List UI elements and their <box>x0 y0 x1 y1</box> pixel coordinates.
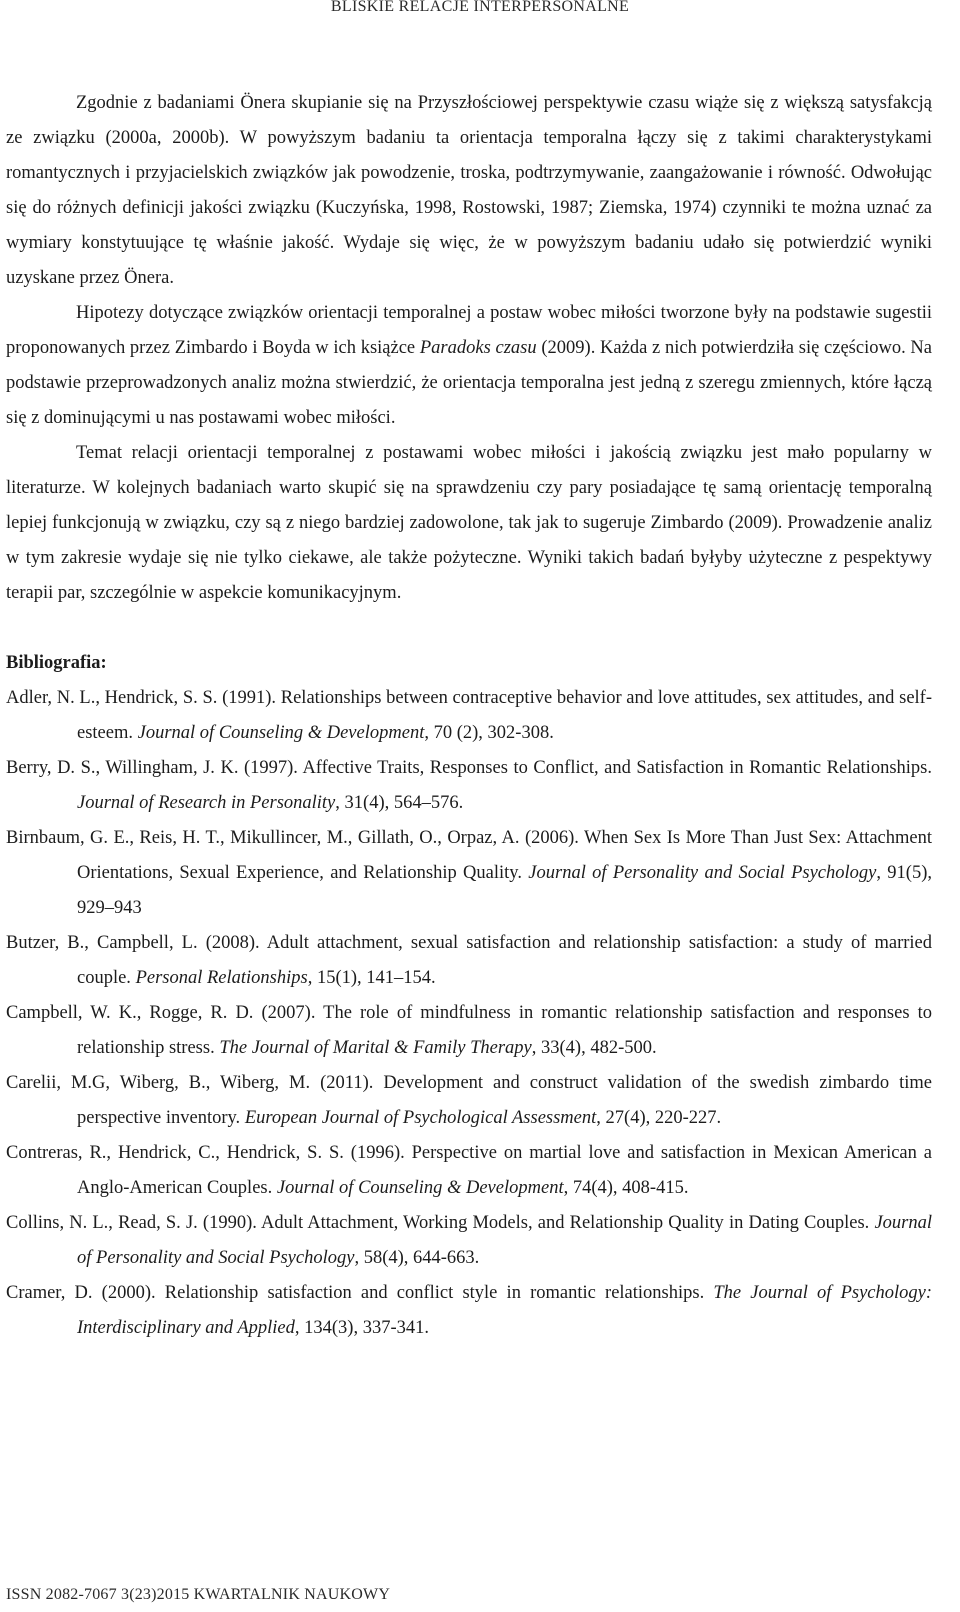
bibliography-heading: Bibliografia: <box>6 653 107 673</box>
running-header: BLISKIE RELACJE INTERPERSONALNE <box>330 0 630 15</box>
bibliography-entry: Campbell, W. K., Rogge, R. D. (2007). The role of mindfulness in romantic relationship satisfaction and responses to relationship stress. The Journal of Marital & Family Therapy, 33(4), 482-500. <box>6 1003 932 1058</box>
paragraph-2: Hipotezy dotyczące związków orientacji temporalnej a postaw wobec miłości tworzone były na podstawie sugestii proponowanych przez Zimbardo i Boyda w ich książce Paradoks czasu (2009). Każda z nich potwierdziła się częściowo. Na podstawie przeprowadzonych analiz można stwierdzić, że orientacja temporalna jest jedną z szeregu zmiennych, które łączą się z dominującymi u nas postawami wobec miłości. <box>6 303 932 428</box>
paragraph-1: Zgodnie z badaniami Önera skupianie się na Przyszłościowej perspektywie czasu wiąże się z większą satysfakcją ze związku (2000a, 2000b). W powyższym badaniu ta orientacja temporalna łączy się z takimi charakterystykami romantycznych i przyjacielskich związków jak powodzenie, troska, podtrzymywanie, zaangażowanie i równość. Odwołując się do różnych definicji jakości związku (Kuczyńska, 1998, Rostowski, 1987; Ziemska, 1974) czynniki te można uznać za wymiary konstytuujące tę właśnie jakość. Wydaje się więc, że w powyższym badaniu udało się potwierdzić wyniki uzyskane przez Önera. <box>6 93 932 288</box>
paragraph-3: Temat relacji orientacji temporalnej z postawami wobec miłości i jakością związku jest mało popularny w literaturze. W kolejnych badaniach warto skupić się na sprawdzeniu czy pary posiadające tę samą orientację temporalną lepiej funkcjonują w związku, czy są z niego bardziej zadowolone, tak jak to sugeruje Zimbardo (2009). Prowadzenie analiz w tym zakresie wydaje się nie tylko ciekawe, ale także pożyteczne. Wyniki takich badań byłyby użyteczne z pespektywy terapii par, szczególnie w aspekcie komunikacyjnym. <box>6 443 932 603</box>
bibliography-entry: Carelii, M.G, Wiberg, B., Wiberg, M. (2011). Development and construct validation of the swedish zimbardo time perspective inventory. European Journal of Psychological Assessment, 27(4), 220-227. <box>6 1073 932 1128</box>
bibliography-entry: Contreras, R., Hendrick, C., Hendrick, S. S. (1996). Perspective on martial love and satisfaction in Mexican American a Anglo-American Couples. Journal of Counseling & Development, 74(4), 408-415. <box>6 1143 932 1198</box>
body-text <box>6 86 932 1346</box>
book-title: Paradoks czasu <box>419 338 537 358</box>
bibliography-list <box>6 681 932 1346</box>
running-footer: ISSN 2082-7067 3(23)2015 KWARTALNIK NAUKOWY <box>6 1586 391 1603</box>
bibliography-entry: Cramer, D. (2000). Relationship satisfaction and conflict style in romantic relationships. The Journal of Psychology: Interdisciplinary and Applied, 134(3), 337-341. <box>6 1283 933 1338</box>
bibliography-entry: Berry, D. S., Willingham, J. K. (1997). Affective Traits, Responses to Conflict, and Satisfaction in Romantic Relationships. Journal of Research in Personality, 31(4), 564–576. <box>6 758 932 813</box>
bibliography-entry: Butzer, B., Campbell, L. (2008). Adult attachment, sexual satisfaction and relationship satisfaction: a study of married couple. Personal Relationships, 15(1), 141–154. <box>6 933 932 988</box>
bibliography-entry: Adler, N. L., Hendrick, S. S. (1991). Relationships between contraceptive behavior and love attitudes, sex attitudes, and self-esteem. Journal of Counseling & Development, 70 (2), 302-308. <box>6 688 932 743</box>
bibliography-entry: Collins, N. L., Read, S. J. (1990). Adult Attachment, Working Models, and Relationship Quality in Dating Couples. Journal of Personality and Social Psychology, 58(4), 644-663. <box>6 1213 932 1268</box>
bibliography-entry: Birnbaum, G. E., Reis, H. T., Mikullincer, M., Gillath, O., Orpaz, A. (2006). When Sex Is More Than Just Sex: Attachment Orientations, Sexual Experience, and Relationship Quality. Journal of Personality and Social Psychology, 91(5), 929–943 <box>6 828 932 918</box>
